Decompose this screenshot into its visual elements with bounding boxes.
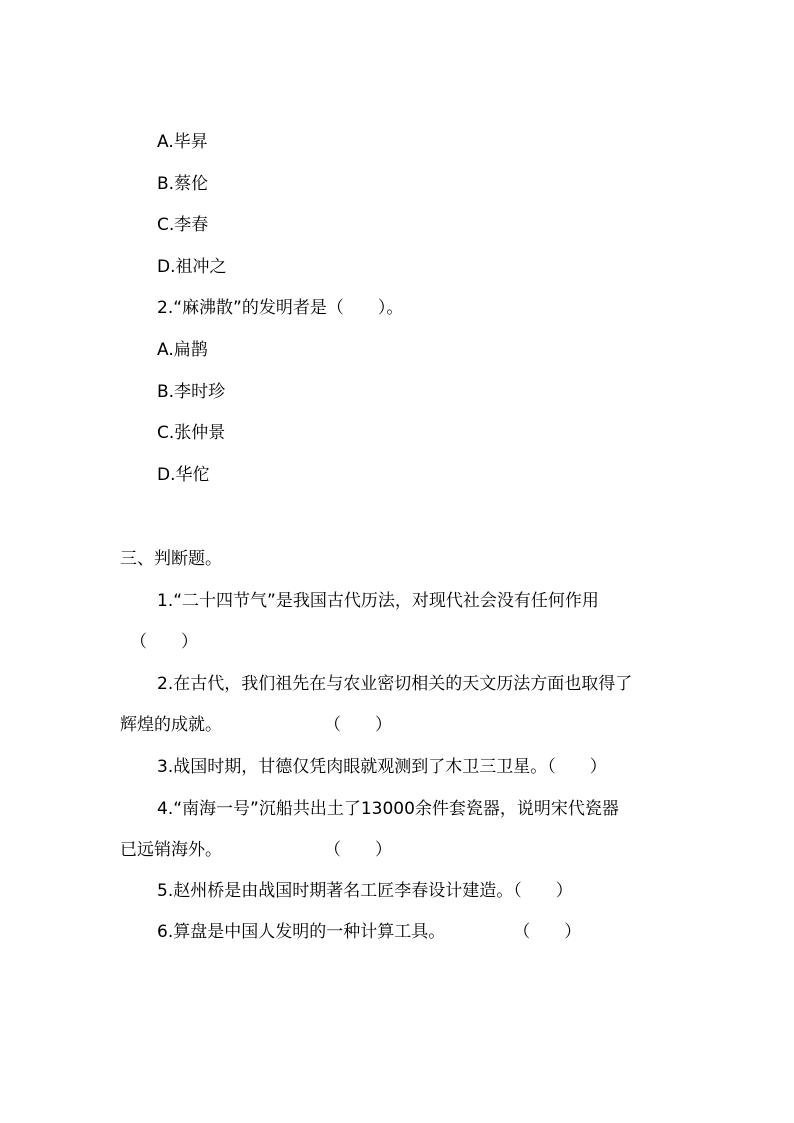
judge-item-5: 5.赵州桥是由战国时期著名工匠李春设计建造。（ ） (157, 881, 573, 901)
judge-item-6: 6.算盘是中国人发明的一种计算工具。 （ ） (157, 922, 582, 942)
q2-option-c: C.张仲景 (157, 423, 226, 443)
q2-option-b: B.李时珍 (157, 382, 226, 402)
q1-option-b: B.蔡伦 (157, 174, 209, 194)
judge-item-4-line2: 已远销海外。 （ ） (120, 840, 392, 860)
q2-option-d: D.华佗 (157, 465, 210, 485)
judge-item-1-line1: 1.“二十四节气”是我国古代历法，对现代社会没有任何作用 (157, 591, 599, 611)
q1-option-d: D.祖冲之 (157, 257, 227, 277)
judge-item-2-line2: 辉煌的成就。 （ ） (120, 715, 392, 735)
judge-item-1-line2: （ ） (130, 632, 198, 652)
q1-option-a: A.毕昇 (157, 132, 208, 152)
judge-item-3: 3.战国时期，甘德仅凭肉眼就观测到了木卫三卫星。（ ） (157, 757, 607, 777)
judge-item-4-line1: 4.“南海一号”沉船共出土了13000余件套瓷器，说明宋代瓷器 (157, 799, 619, 819)
q2-option-a: A.扁鹊 (157, 340, 208, 360)
q2-stem: 2.“麻沸散”的发明者是（ ）。 (157, 298, 404, 318)
q1-option-c: C.李春 (157, 215, 209, 235)
section-title: 三、判断题。 (120, 549, 222, 569)
judge-item-2-line1: 2.在古代，我们祖先在与农业密切相关的天文历法方面也取得了 (157, 674, 633, 694)
